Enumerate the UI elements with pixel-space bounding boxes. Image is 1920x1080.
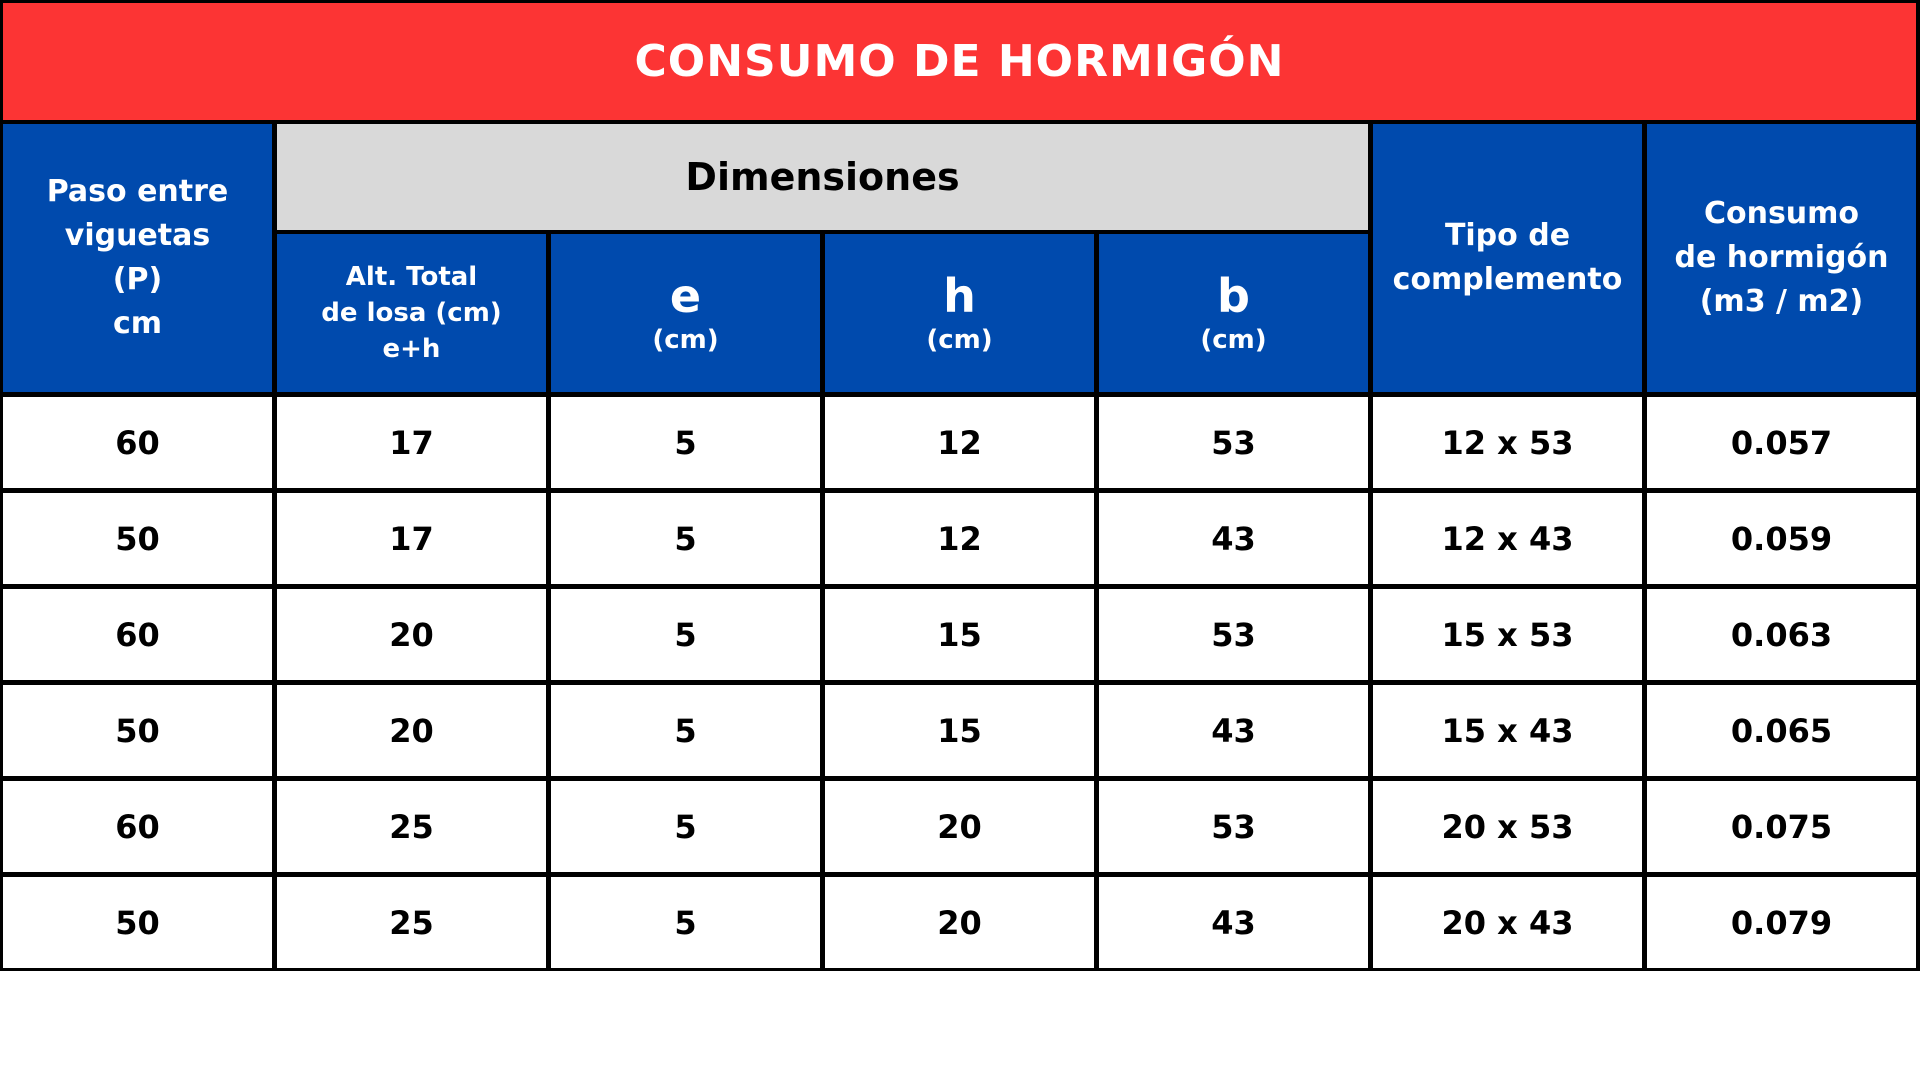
header-paso-line-1: Paso entre (46, 174, 229, 209)
cell-e-row-6: 5 (551, 877, 820, 968)
cell-paso-row-5: 60 (3, 781, 272, 872)
cell-b-row-1: 53 (1099, 397, 1368, 488)
header-consumo-line-1: Consumo (1703, 196, 1860, 231)
header-tipo-complemento (1373, 124, 1642, 392)
cell-consumo-row-4: 0.065 (1647, 685, 1916, 776)
cell-consumo-row-2: 0.059 (1647, 493, 1916, 584)
cell-consumo-row-6: 0.079 (1647, 877, 1916, 968)
header-e (551, 234, 820, 392)
cell-consumo-row-1: 0.057 (1647, 397, 1916, 488)
cell-e-row-3: 5 (551, 589, 820, 680)
cell-alt-total-row-6: 25 (277, 877, 546, 968)
header-consumo-line-2: de hormigón (1674, 240, 1889, 275)
header-b-letter: b (1217, 269, 1250, 323)
header-h (825, 234, 1094, 392)
cell-tipo-row-4: 15 x 43 (1373, 685, 1642, 776)
cell-b-row-5: 53 (1099, 781, 1368, 872)
header-b-unit: (cm) (1200, 325, 1267, 355)
cell-alt-total-row-3: 20 (277, 589, 546, 680)
header-h-letter: h (943, 269, 976, 323)
cell-consumo-row-5: 0.075 (1647, 781, 1916, 872)
cell-b-row-4: 43 (1099, 685, 1368, 776)
cell-paso-row-2: 50 (3, 493, 272, 584)
header-e-unit: (cm) (652, 325, 719, 355)
cell-h-row-1: 12 (825, 397, 1094, 488)
cell-tipo-row-3: 15 x 53 (1373, 589, 1642, 680)
cell-h-row-6: 20 (825, 877, 1094, 968)
header-alt-total (277, 234, 546, 392)
cell-h-row-4: 15 (825, 685, 1094, 776)
cell-e-row-1: 5 (551, 397, 820, 488)
header-b (1099, 234, 1368, 392)
header-tipo-line-2: complemento (1392, 262, 1623, 297)
cell-consumo-row-3: 0.063 (1647, 589, 1916, 680)
header-consumo-line-3: (m3 / m2) (1699, 284, 1864, 319)
cell-paso-row-3: 60 (3, 589, 272, 680)
cell-e-row-4: 5 (551, 685, 820, 776)
cell-paso-row-6: 50 (3, 877, 272, 968)
header-paso-line-2: viguetas (64, 218, 211, 253)
cell-tipo-row-6: 20 x 43 (1373, 877, 1642, 968)
cell-tipo-row-5: 20 x 53 (1373, 781, 1642, 872)
header-consumo-hormigon (1647, 124, 1916, 392)
header-alt-line-3: e+h (382, 334, 441, 364)
cell-tipo-row-1: 12 x 53 (1373, 397, 1642, 488)
header-e-letter: e (669, 269, 702, 323)
cell-h-row-5: 20 (825, 781, 1094, 872)
header-paso-line-4: cm (112, 306, 163, 341)
cell-alt-total-row-4: 20 (277, 685, 546, 776)
header-tipo-line-1: Tipo de (1444, 218, 1571, 253)
cell-tipo-row-2: 12 x 43 (1373, 493, 1642, 584)
cell-alt-total-row-5: 25 (277, 781, 546, 872)
header-paso-line-3: (P) (112, 262, 163, 297)
cell-e-row-5: 5 (551, 781, 820, 872)
header-dimensiones: Dimensiones (277, 124, 1368, 230)
header-alt-line-2: de losa (cm) (321, 298, 502, 328)
cell-b-row-6: 43 (1099, 877, 1368, 968)
cell-h-row-3: 15 (825, 589, 1094, 680)
cell-b-row-3: 53 (1099, 589, 1368, 680)
cell-alt-total-row-2: 17 (277, 493, 546, 584)
header-paso-entre-viguetas (3, 124, 272, 392)
cell-h-row-2: 12 (825, 493, 1094, 584)
header-h-unit: (cm) (926, 325, 993, 355)
header-alt-line-1: Alt. Total (345, 262, 478, 292)
cell-e-row-2: 5 (551, 493, 820, 584)
cell-alt-total-row-1: 17 (277, 397, 546, 488)
cell-b-row-2: 43 (1099, 493, 1368, 584)
table-title: CONSUMO DE HORMIGÓN (3, 3, 1916, 120)
cell-paso-row-1: 60 (3, 397, 272, 488)
cell-paso-row-4: 50 (3, 685, 272, 776)
